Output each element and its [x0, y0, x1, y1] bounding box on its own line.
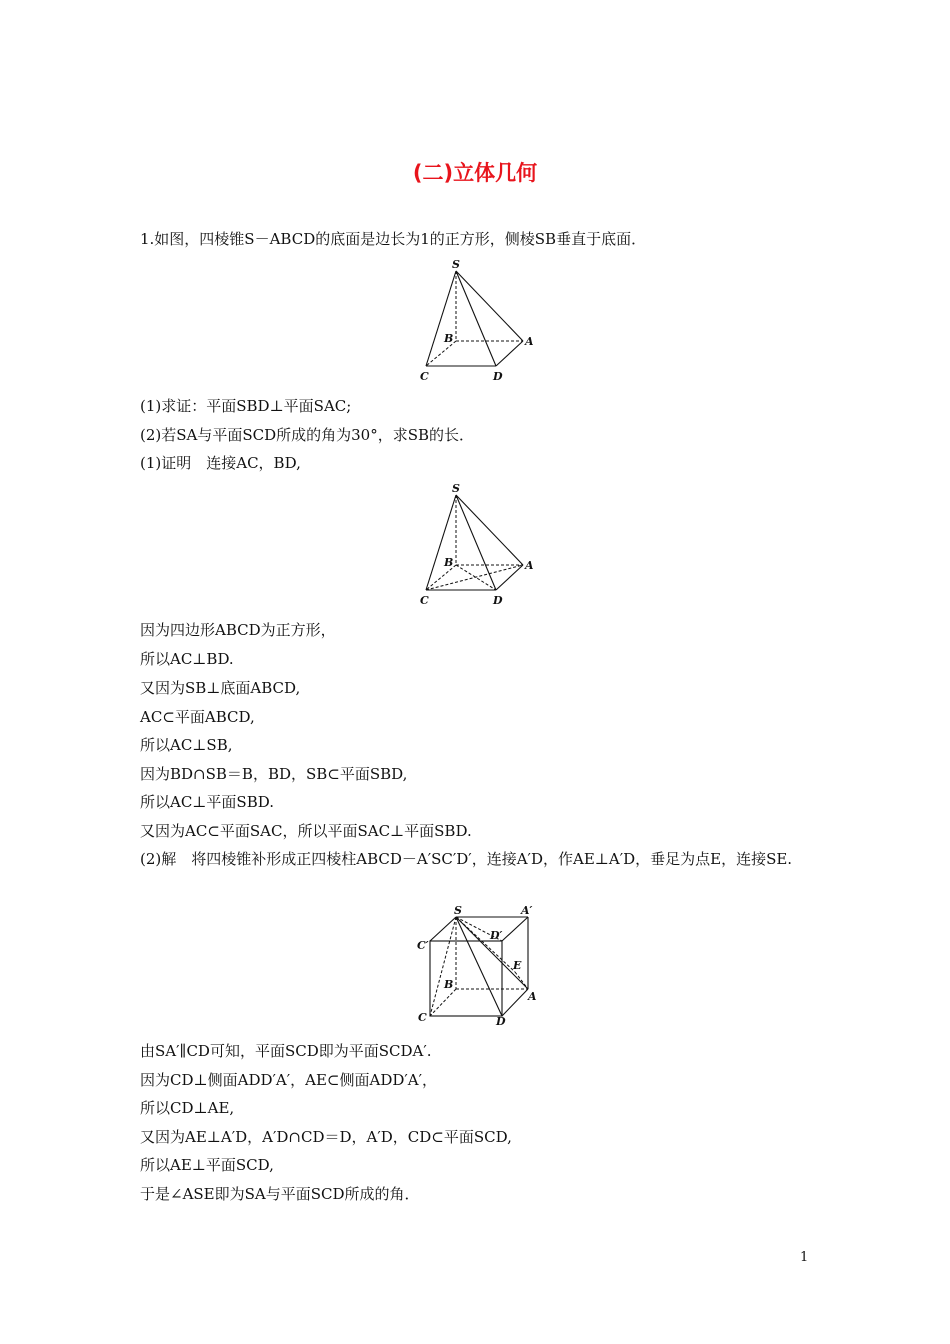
section-title: (二)立体几何 [412, 161, 538, 185]
label-c: C [418, 1011, 427, 1024]
proof-line: 因为CD⊥侧面ADD′A′，AE⊂侧面ADD′A′， [140, 1071, 438, 1089]
label-a-prime: A′ [521, 904, 533, 917]
label-d: D [496, 1015, 506, 1028]
label-d: D [493, 594, 503, 607]
solution-2-start: (2)解 将四棱锥补形成正四棱柱ABCD－A′SC′D′，连接A′D，作AE⊥A′D，垂足为点E，连接SE. [140, 850, 793, 868]
proof-line: 由SA′∥CD可知，平面SCD即为平面SCDA′. [140, 1042, 432, 1060]
proof-line: 因为四边形ABCD为正方形， [140, 621, 336, 639]
proof-line: 又因为AC⊂平面SAC，所以平面SAC⊥平面SBD. [140, 822, 472, 840]
label-a: A [525, 335, 534, 348]
proof-line: 所以AC⊥SB, [140, 736, 233, 754]
label-a: A [528, 990, 537, 1003]
question-1: (1)求证：平面SBD⊥平面SAC; [140, 397, 352, 415]
label-s: S [452, 482, 460, 495]
problem-statement: 1.如图，四棱锥S－ABCD的底面是边长为1的正方形，侧棱SB垂直于底面． [140, 230, 647, 248]
proof-line: 因为BD∩SB＝B，BD，SB⊂平面SBD, [140, 765, 408, 783]
label-c: C [420, 594, 429, 607]
proof-1-start: (1)证明 连接AC，BD, [140, 454, 301, 472]
proof-line: 所以AE⊥平面SCD, [140, 1156, 274, 1174]
label-e: E [513, 959, 522, 972]
pyramid-figure [410, 255, 540, 387]
proof-line: 又因为AE⊥A′D，A′D∩CD＝D，A′D，CD⊂平面SCD, [140, 1128, 512, 1146]
label-d-prime: D′ [490, 929, 503, 942]
question-2: (2)若SA与平面SCD所成的角为30°，求SB的长． [140, 426, 475, 444]
label-b: B [444, 332, 454, 345]
label-b: B [444, 978, 454, 991]
label-c: C [420, 370, 429, 383]
proof-line: 所以CD⊥AE, [140, 1099, 235, 1117]
proof-line: AC⊂平面ABCD, [140, 708, 255, 726]
label-c-prime: C′ [417, 939, 429, 952]
label-d: D [493, 370, 503, 383]
label-s: S [454, 904, 462, 917]
page-number: 1 [800, 1250, 809, 1265]
proof-line: 又因为SB⊥底面ABCD, [140, 679, 301, 697]
label-a: A [525, 559, 534, 572]
proof-line: 所以AC⊥平面SBD. [140, 793, 274, 811]
label-s: S [452, 258, 460, 271]
label-b: B [444, 556, 454, 569]
pyramid-diagonals-figure [410, 479, 540, 611]
proof-line: 于是∠ASE即为SA与平面SCD所成的角． [140, 1185, 420, 1203]
prism-figure [410, 903, 550, 1031]
proof-line: 所以AC⊥BD. [140, 650, 234, 668]
